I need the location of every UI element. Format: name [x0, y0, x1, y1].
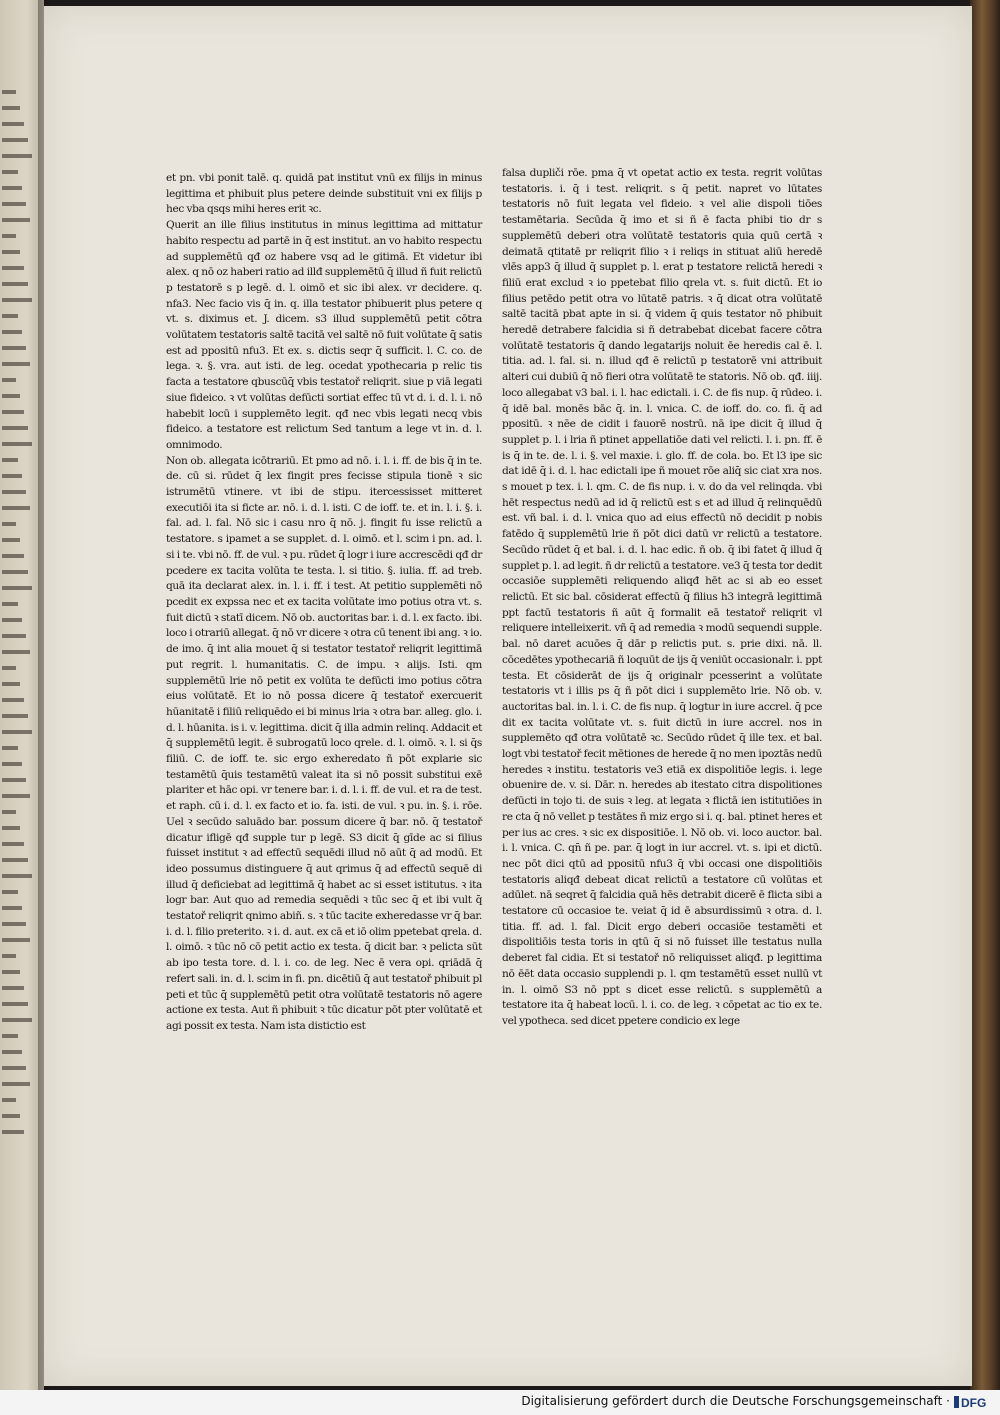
facing-page-text-fragment — [2, 266, 24, 270]
facing-page-text-fragment — [2, 362, 30, 366]
facing-page-text-fragment — [2, 778, 26, 782]
facing-page-text-fragment — [2, 682, 20, 686]
facing-page-text-fragment — [2, 858, 28, 862]
facing-page-text-fragment — [2, 154, 32, 158]
facing-page-text-fragment — [2, 106, 20, 110]
dfg-logo-icon — [954, 1395, 994, 1409]
facing-page-text-fragment — [2, 314, 18, 318]
facing-page-text-fragment — [2, 666, 16, 670]
paragraph: Non ob. allegata icōtrariū. Et pmo ad nō. i. l. i. ff. de bis q̄ in te. de. cū si. rūdet q̄ lex fingit pres fecisse stipula tionē ꝛ sic istrumētū vtinere. vt ibi de stipu. itercessisset mitteret executiōi ita si ficte ar. nō. i. d. l. isti. C de ioff. te. et in. l. i. §. i. fal. ad. l. fal. Nō sic i casu nro q̄ nō. j. fingit fu isse relictū a testatore. s ipamet a se supplet. d. l. oimō. et l. scim i pn. ad. l. si i te. vbi nō. ff. de vul. ꝛ pu. rūdet q̄ logr i iure accrescēdi qđ dr pcedere ex tacita volūta te testa. l. si titio. §. iulia. ff. ad treb. quā ita declarat alex. in. l. i. ff. i test. At petitio supplemēti nō pcedit ex expssa nec et ex tacita volūtate imo potius otra vt. s. fuit dictū ꝛ statī dicem. Nō ob. auctoritas bar. i. d. l. ex facto. ibi. loco i otrariū allegat. q̄ nō vr dicere ꝛ otra cū tenent ibi ang. ꝛ io. de imo. q̄ int alia mouet q̄ si testator testatoř reliqrit legittimā put regrit. l. humanitatis. C. de impu. ꝛ alijs. Isti. qm supplemētū lrie nō petit ex volūta te defūcti imo potius cōtra eius volūtatē. Et io nō possa dicere q̄ testatoř exercuerit hūanitatē i filiū reliquēdo ei bi minus lria ꝛ otra bar. alleg. glo. i. d. l. hūanita. is i. v. legittima. dicit q̄ illa admin relinq. Addacit et q̄ supplemētū legit. ē subrogatū loco qrele. d. l. oimō. ꝛ. l. si q̄s filiū. C. de ioff. te. sic ergo exheredato ñ pōt explarie sic testamētū q̄uis testamētū valeat ita si nō possit substitui exē plariter et hāc opi. vr tenere bar. i. d. l. i. ff. de vul. et ra de test. et raph. cū i. d. l. ex facto et io. fa. isti. de vul. ꝛ pu. in. §. i. rōe. Uel ꝛ secūdo saluādo bar. possum dicere q̄ bar. nō. q̄ testatoř dicatur ifligē qđ supple tur p legē. S3 dicit q̄ gīde ac si filius fuisset institut ꝛ ad effectū sequēdi illud nō aūt q̄ ad modū. Et ideo possumus distinguere q̄ aut qrimus q̄ ad effectū sequē di illud q̄ deficiebat ad legittimā q̄ habet ac si esset istitutus. ꝛ ita logr bar. Aut quo ad remedia sequēdi ꝛ tūc sec q̄ et ibi vult q̄ testatoř reliqrit qnimo abiñ. s. ꝛ tūc tacite exheredasse vr q̄ bar. i. d. l. filio preterito. ꝛ i. d. aut. ex cā et iō olim ppetebat qrela. d. l. oimō. ꝛ tūc nō cō petit actio ex testa. q̄ dicit bar. ꝛ pelicta sūt ab ipo testa tore. d. l. i. co. de leg. Nec ē vera opi. qriādā q̄ refert sali. in. d. l. scim in fi. pn. dicētiū q̄ aut testatoř phibuit pl peti et tūc q̄ supplemētū petit otra volūtatē testatoris nō agere actione ex testa. Aut ñ phibuit ꝛ tūc dicatur pōt pter volūtatē et agi possit ex testa. Nam ista distictio est — [166, 454, 482, 1032]
facing-page-text-fragment — [2, 506, 30, 510]
facing-page-text-fragment — [2, 906, 22, 910]
paragraph: falsa dupliči rōe. pma q̄ vt opetat actio ex testa. regrit volūtas testatoris. i. q̄ i test. reliqrit. s q̄ petit. napret vo lūtates testatoris nō fuit legata vel fideio. ꝛ vel alie dispoli tiōes testamētaria. Secūda q̄ imo et si ñ ē facta phibi tio dr s supplemētū deberi otra volūtatē testatoris quia quū certā ꝛ deimatā qtitatē pr reliqrit filio ꝛ i reliqs in stituat aliū heredē vlēs app3 q̄ illud q̄ supplet p. l. erat p testatore relictā heredi ꝛ filiū erat exclud ꝛ io ppetebat filio qrela vt. s. fuit dictū. Et io filius petēdo petit otra vo lūtatē patris. ꝛ q̄ dicat otra volūtatē saltē tacitā pbat apte in si. q̄ videm q̄ quis testator nō phibuit heredē detrabere falcidia si ñ detrabebat dicebat facere cōtra volūtatē testatoris q̄ dando legatarijs noluit ēe heredis cal ē. l. titia. ad. l. fal. si. n. illud qđ ē relictū p testatorē vni attribuit alteri cui dubiū q̄ nō fieri otra volūtatē te statoris. Nō ob. qđ. iiij. loco allegabat v3 bal. i. l. hac edictali. i. C. de fis nup. q̄ rūdeo. i. q̄ idē bal. monēs bāc q̄. in. l. vnica. C. de ioff. do. co. fi. q̄ ad ppositū. ꝛ nēe de cidit i fauorē nostrū. nā ipe dicit q̄ illud q̄ supplet p. l. i lria ñ ptinet appellatiōe dati vel relicti. l. i. pn. ff. ē is q̄ in te. de. l. i. §. vel maxie. i. glo. ff. de cola. bo. Et l3 ipe sic dat idē q̄ i. d. l. hac edictali ipe ñ mouet rōe aliq̄ sic ciat xra nos. s mouet p tex. i. l. qm. C. de fis nup. i. v. do da vel relinqda. vbi hēt respectus nedū ad id q̄ relictū est s et ad illud q̄ relinquēdū est. vñ bal. i. d. l. vnica quo ad eius effectū nō decidit p nobis fatēdo q̄ supplemētū lrie ñ pōt dici datū vr relictū a testatore. Secūdo rūdet q̄ et bal. i. d. l. hac edic. ñ ob. q̄ ibi fatet q̄ illud q̄ supplet p. l. ad legit. ñ dr relictū a testatore. ve3 q̄ testa tor dedit occasiōe supplemēti reliquendo aliqđ hēt ac si ab eo esset relictū. Et sic bal. cōsiderat effectū q̄ filius h3 integrā legittimā ppt factū testatoris ñ aūt q̄ formalit eā testatoř reliqrit vl reliquere intelleixerit. vñ q̄ ad remedia ꝛ modū sequendi supple. bal. nō daret acuōes q̄ dār p relictis put. s. prie dixi. nā. ll. cōcedētes ypothecariā ñ loquūt de ijs q̄ veniūt occasionalr. i. ppt testa. Et cōsiderāt de ijs q̄ originalr pcesserint a volūtate testatoris vt i illis ps q̄ ñ pōt dici i supplemēto lrie. Nō ob. v. auctoritas bal. in. l. i. C. de fis nup. q̄ logtur in iure accrel. q̄ pce dit ex tacita volūtate vt. s. fuit dictū in iure accrel. nos in supplemēto qđ otra volūtatē ꝛc. Secūdo rūdet q̄ ille tex. et bal. logt vbi testatoř fecit mētiones de herede q̄ no men ipoztās nedū heredes ꝛ institu. testatoris ve3 etiā ex dispolitiōe legis. i. lege obuenire de. v. si. Dār. n. heredes ab itestato citra dispolitiones defūcti in tojo ti. de suis ꝛ leg. at legata ꝛ flictā ien istitutiōes in re cta q̄ nō vellet p testātes ñ miz ergo si i. q. bal. ptinet heres et per ius ac cres. ꝛ sic ex dispositiōe. l. Nō ob. vi. loco auctor. bal. i. l. vnica. C. qn̄ ñ pe. par. q̄ logt in iur accrel. vt. s. ipi et dictū. nec pōt dici qtū ad ppositū nfu3 q̄ vbi occasi one dispolitiōis testatoris aliqđ debeat dicat relictū a testatore cū volūtas et adūlet. nā seqret q̄ falcidia quā hēs detrabit dicerē ē flicta sibi a testatore cū occasioe te. veiat q̄ id ē absurdissimū ꝛ otra. d. l. titia. ff. ad. l. fal. Dicit ergo deberi occasiōe testamēti et dispolitiōis testa toris in qtū q̄ si nō fuisset ille testatus nulla deberet fal cidia. Et si testatoř nō reliquisset aliqđ. p legittima nō ēēt data occasio supplendi p. l. qm testamētū esset nullū vt in. l. oimō S3 nō ppt s dicet esse relictū. s supplemētū a testatore ita q̄ habeat locū. l. i. co. de leg. ꝛ cōpetat ac tio ex te. vel ypotheca. sed dicet ppetere condicio ex lege — [502, 167, 822, 1027]
facing-page-text-fragment — [2, 1130, 24, 1134]
facing-page-text-fragment — [2, 90, 16, 94]
facing-page-text-fragment — [2, 762, 22, 766]
facing-page-text-fragment — [2, 378, 16, 382]
facing-page-text-fragment — [2, 986, 24, 990]
facing-page-text-fragment — [2, 746, 18, 750]
facing-page-text-fragment — [2, 874, 32, 878]
facing-page-text-fragment — [2, 842, 24, 846]
facing-page-text-fragment — [2, 890, 18, 894]
facing-page-text-fragment — [2, 570, 28, 574]
facing-page-text-fragment — [2, 170, 18, 174]
facing-page-text-fragment — [2, 394, 20, 398]
facing-page-text-fragment — [2, 938, 30, 942]
text-column-right — [502, 166, 822, 1126]
facing-page-text-fragment — [2, 554, 24, 558]
facing-page-text-fragment — [2, 1034, 18, 1038]
facing-page-text-fragment — [2, 730, 32, 734]
facing-page-text-fragment — [2, 346, 26, 350]
facing-page-text-fragment — [2, 202, 26, 206]
facing-page-text-fragment — [2, 442, 32, 446]
facing-page-text-fragment — [2, 698, 24, 702]
paragraph: Querit an ille filius institutus in minus legittima ad mittatur habito respectu ad partē in q̄ est institut. an vo habito respectu ad supplemētū qđ oz habere vsq ad le gitimā. Et videtur ibi alex. q nō oz haberi ratio ad illđ supplemētū q̄ illud ñ fuit relictū p testatorē s p legē. d. l. oimō et sic ibi alex. vr decidere. q. nfa3. Nec facio vis q̄ in. q. illa testator phibuerit plus petere q vt. s. diximus et. J. dicem. s3 illud supplemētū petit cōtra volūtatem testatoris saltē tacitā vel saltē nō fuit volūtate q̄ satis est ad ppositū nfu3. Et ex. s. dictis seqr q̄ sufficit. l. C. co. de lega. ꝛ. §. vra. aut isti. de leg. ocedat ypothecaria p relic tis facta a testatore qbuscūq̄ vbis testatoř reliqrit. siue p viā legati siue fideico. ꝛ vt volūtas defūcti sortiat effec tū vt d. i. d. l. i. nō habebit locū i supplemēto legit. qđ nec vbis legati necq vbis fideico. a testatore est relictum Sed tantum a lege vt in. d. l. omnimodo. — [166, 219, 482, 451]
facing-page-text-fragment — [2, 298, 32, 302]
footer-bar — [0, 1390, 1000, 1415]
facing-page-text-fragment — [2, 602, 18, 606]
text-column-left — [166, 171, 482, 1131]
facing-page-text-fragment — [2, 650, 30, 654]
funding-credit: Digitalisierung gefördert durch die Deutsche Forschungsgemeinschaft · — [521, 1394, 950, 1408]
facing-page-text-fragment — [2, 474, 22, 478]
facing-page-text-fragment — [2, 954, 16, 958]
facing-page-text-fragment — [2, 922, 26, 926]
facing-page-text-fragment — [2, 410, 24, 414]
facing-page-text-fragment — [2, 250, 20, 254]
facing-page-text-fragment — [2, 714, 28, 718]
facing-page-text-fragment — [2, 186, 22, 190]
facing-page-text-fragment — [2, 810, 16, 814]
book-cover-edge — [970, 0, 1000, 1390]
facing-page-text-fragment — [2, 1066, 26, 1070]
facing-page-text-fragment — [2, 330, 22, 334]
facing-page-text-fragment — [2, 138, 28, 142]
facing-page-text-fragment — [2, 426, 28, 430]
facing-page-text-fragment — [2, 490, 26, 494]
facing-page-text-fragment — [2, 586, 32, 590]
facing-page-text-fragment — [2, 234, 16, 238]
facing-page-text-fragment — [2, 538, 20, 542]
facing-page-text-fragment — [2, 1002, 28, 1006]
facing-page-text-fragment — [2, 1114, 20, 1118]
facing-page-text-fragment — [2, 634, 26, 638]
facing-page-text-fragment — [2, 458, 18, 462]
facing-page-text-fragment — [2, 1098, 16, 1102]
dfg-logo-text: DFG — [961, 1396, 987, 1409]
facing-page-text-fragment — [2, 218, 30, 222]
facing-page-text-fragment — [2, 1018, 32, 1022]
facing-page-text-fragment — [2, 826, 20, 830]
facing-page-text-fragment — [2, 122, 24, 126]
paragraph: et pn. vbi ponit talē. q. quidā pat institut vnū ex filijs in minus legittima et phibuit plus petere deinde substituit vni ex filijs p hec vba qsqs mihi heres erit ꝛc. — [166, 172, 482, 216]
facing-page-text-fragment — [2, 522, 16, 526]
facing-page-text-fragment — [2, 794, 30, 798]
facing-page-text-fragment — [2, 970, 20, 974]
facing-page-text-fragment — [2, 1082, 30, 1086]
facing-page-text-fragment — [2, 618, 22, 622]
facing-page-text-fragment — [2, 1050, 22, 1054]
facing-page-text-fragment — [2, 282, 28, 286]
page-sheet — [44, 6, 972, 1386]
